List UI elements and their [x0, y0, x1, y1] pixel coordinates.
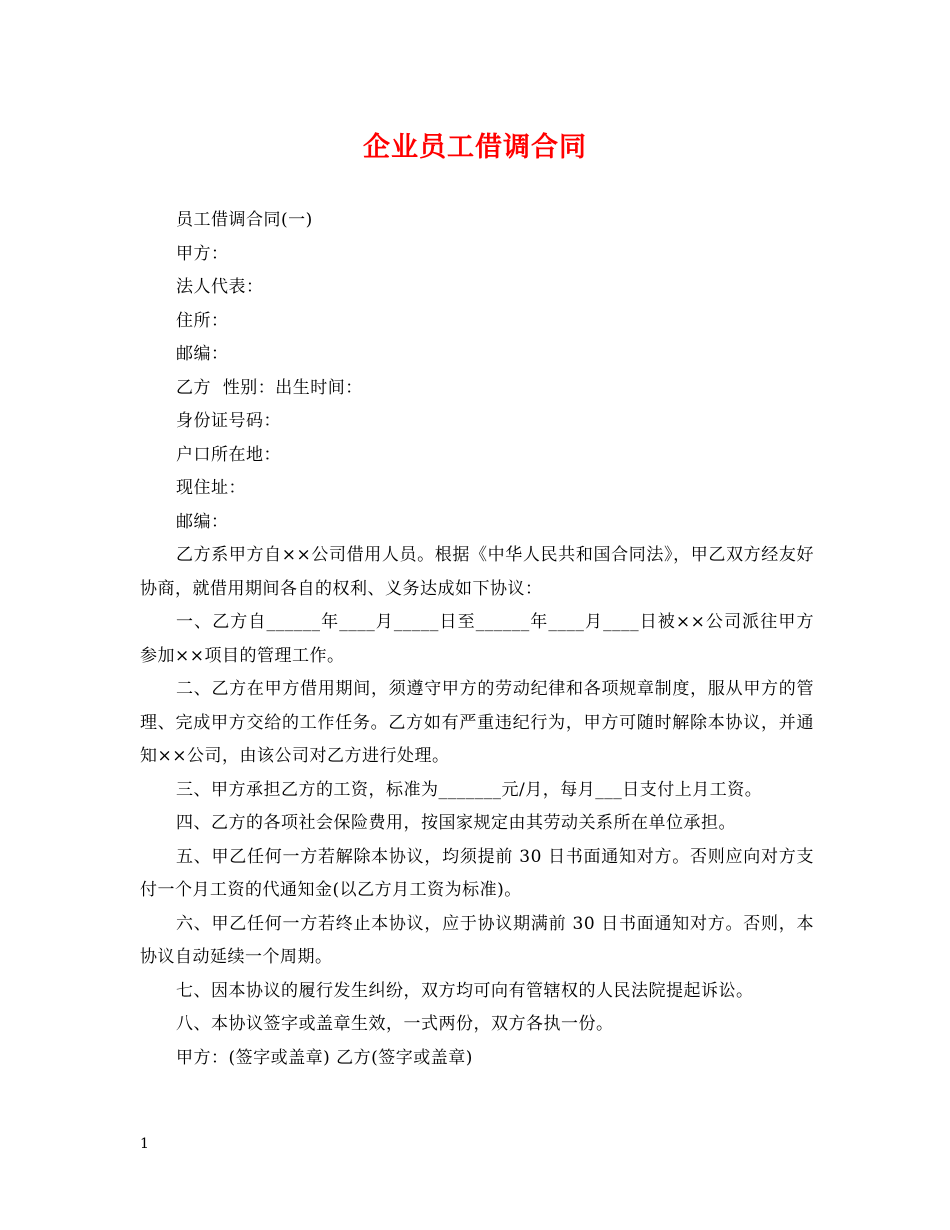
page-number: 1 — [140, 1136, 149, 1152]
paragraph-party-b: 乙方 性别：出生时间： — [176, 377, 363, 398]
paragraph-clause-8: 八、本协议签字或盖章生效，一式两份，双方各执一份。 — [176, 1014, 614, 1034]
paragraph-postcode-a: 邮编： — [176, 344, 229, 364]
paragraph-clause-5: 五、甲乙任何一方若解除本协议，均须提前 30 日书面通知对方。否则应向对方支付一个月工资的代通知金(以乙方月工资为标准)。 — [140, 846, 814, 900]
paragraph-household-registration: 户口所在地： — [176, 444, 281, 465]
paragraph-clause-4: 四、乙方的各项社会保险费用，按国家规定由其劳动关系所在单位承担。 — [176, 813, 736, 833]
paragraph-postcode-b: 邮编： — [176, 511, 229, 532]
document-title: 企业员工借调合同 — [363, 132, 587, 163]
paragraph-clause-3: 三、甲方承担乙方的工资，标准为_______元/月，每月___日支付上月工资。 — [176, 779, 763, 800]
paragraph-id-number: 身份证号码： — [176, 411, 281, 431]
paragraph-signatures: 甲方：(签字或盖章) 乙方(签字或盖章) — [176, 1047, 473, 1068]
paragraph-clause-6: 六、甲乙任何一方若终止本协议，应于协议期满前 30 日书面通知对方。否则，本协议自动延续一个周期。 — [140, 913, 814, 967]
paragraph-address: 住所： — [176, 310, 229, 331]
paragraph-legal-representative: 法人代表： — [176, 277, 264, 297]
paragraph-current-address: 现住址： — [176, 478, 246, 498]
document-body — [140, 204, 814, 1075]
paragraph-preamble: 乙方系甲方自××公司借用人员。根据《中华人民共和国合同法》，甲乙双方经友好协商，就借用期间各自的权利、义务达成如下协议： — [140, 545, 814, 599]
paragraph-clause-1: 一、乙方自______年____月_____日至______年____月____日被××公司派往甲方参加××项目的管理工作。 — [140, 612, 814, 666]
paragraph-party-a: 甲方： — [176, 243, 229, 264]
paragraph-clause-2: 二、乙方在甲方借用期间，须遵守甲方的劳动纪律和各项规章制度，服从甲方的管理、完成甲方交给的工作任务。乙方如有严重违纪行为，甲方可随时解除本协议，并通知××公司，由该公司对乙方进行处理。 — [140, 679, 814, 766]
paragraph-subtitle: 员工借调合同(一) — [176, 210, 313, 230]
paragraph-clause-7: 七、因本协议的履行发生纠纷，双方均可向有管辖权的人民法院提起诉讼。 — [176, 980, 754, 1001]
